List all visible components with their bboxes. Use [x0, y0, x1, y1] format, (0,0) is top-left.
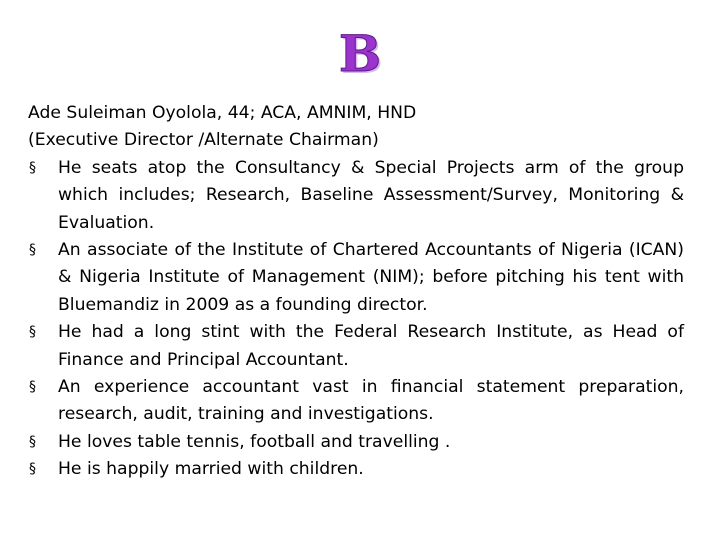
bullet-text: An associate of the Institute of Chartered Accountants of Nigeria (ICAN) & Nigeria Institute of Management (NIM); before pitching his tent with Bluemandiz in 2009 as a founding director.	[58, 240, 684, 315]
list-item	[28, 456, 684, 483]
slide-heading: B	[338, 24, 382, 83]
list-item	[28, 237, 684, 319]
list-item	[28, 155, 684, 237]
profile-content	[28, 100, 684, 484]
bullet-list	[28, 155, 684, 484]
role-line: (Executive Director /Alternate Chairman)	[28, 130, 379, 151]
list-item	[28, 319, 684, 374]
section-sign-icon: §	[29, 324, 36, 341]
bullet-text: He seats atop the Consultancy & Special Projects arm of the group which includes; Research, Baseline Assessment/Survey, Monitoring & Evaluation.	[58, 157, 684, 233]
bullet-text: He is happily married with children.	[58, 459, 364, 480]
bullet-text: He loves table tennis, football and travelling .	[58, 431, 451, 452]
name-line: Ade Suleiman Oyolola, 44; ACA, AMNIM, HND	[28, 103, 417, 123]
section-sign-icon: §	[29, 379, 36, 396]
bullet-text: He had a long stint with the Federal Research Institute, as Head of Finance and Principal Accountant.	[58, 322, 684, 370]
section-sign-icon: §	[29, 159, 36, 176]
list-item	[28, 429, 684, 456]
section-sign-icon: §	[29, 242, 36, 259]
bullet-text: An experience accountant vast in financial statement preparation, research, audit, training and investigations.	[58, 377, 684, 425]
list-item	[28, 374, 684, 429]
section-sign-icon: §	[29, 461, 36, 478]
section-sign-icon: §	[29, 433, 36, 450]
